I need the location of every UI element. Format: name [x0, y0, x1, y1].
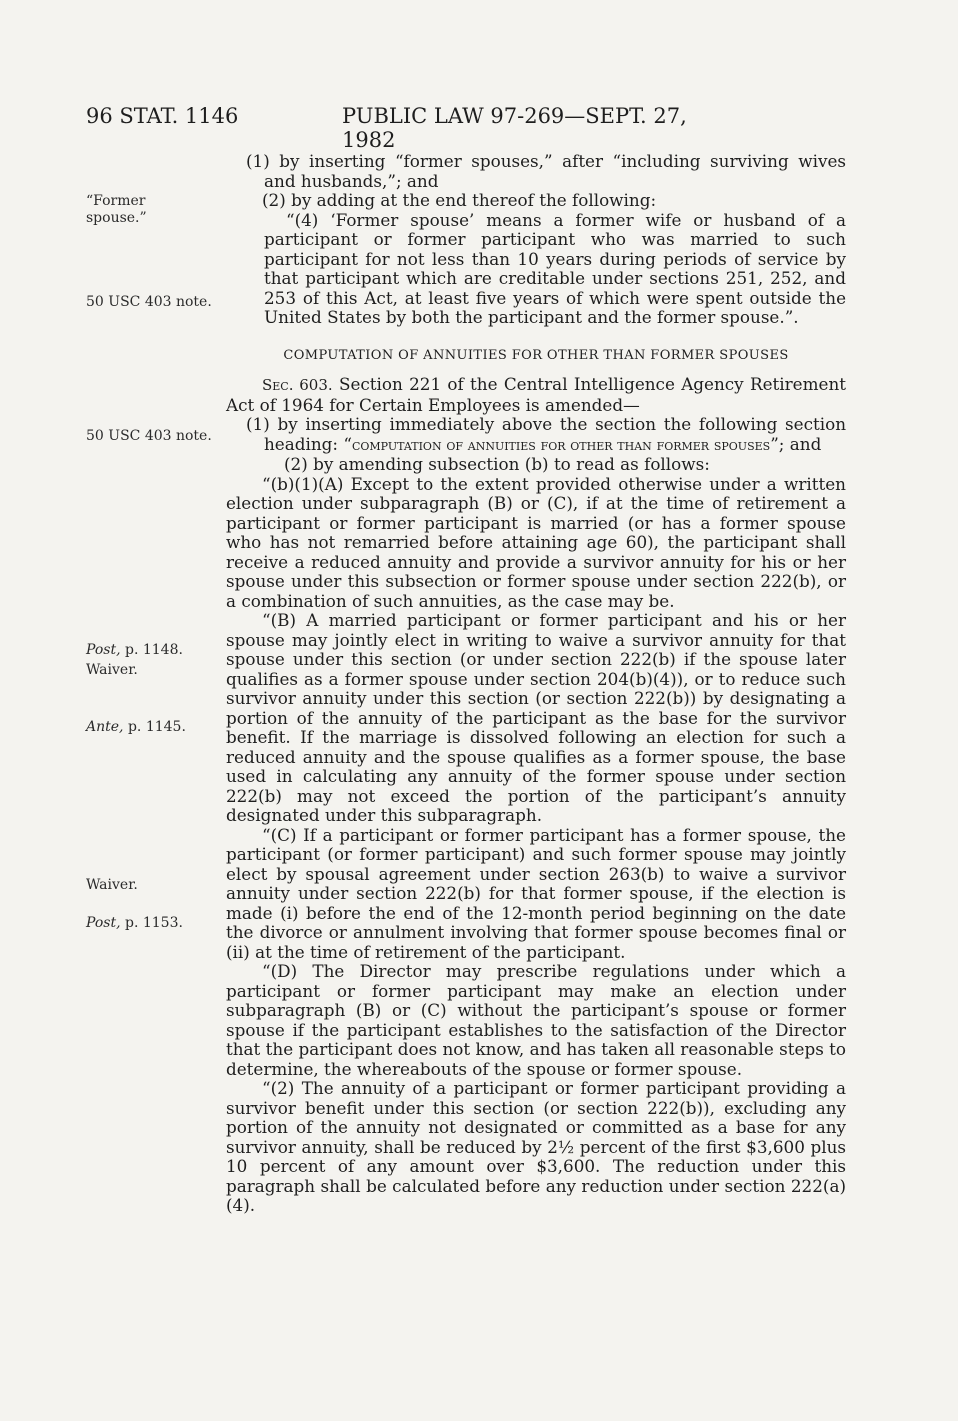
public-law-title: PUBLIC LAW 97-269—SEPT. 27, 1982: [342, 104, 687, 152]
clause-1: (1) by inserting “former spouses,” after “including surviving wives and husbands,”; and: [246, 151, 846, 191]
margin-note-ante-1145: Ante, p. 1145.: [86, 719, 186, 735]
margin-note-usc-2: 50 USC 403 note.: [86, 428, 212, 444]
subparagraph-b1a: “(b)(1)(A) Except to the extent provided otherwise under a written election under subparagraph (B) or (C), if at the time of retirement a participant or former participant is married (or has a former spouse who has not remarried before attaining age 60), the participant shall receive a reduced annuity and provide a survivor annuity for his or her spouse under this subsection or former spouse under section 222(b), or a combination of such annuities, as the case may be.: [226, 473, 846, 611]
section-heading: COMPUTATION OF ANNUITIES FOR OTHER THAN FORMER SPOUSES: [283, 347, 789, 363]
page-header: [86, 104, 736, 152]
clause-2: (2) by adding at the end thereof the following:: [262, 190, 657, 210]
margin-note-post-1148: Post, p. 1148.: [86, 642, 183, 658]
margin-note-waiver-1: Waiver.: [86, 662, 138, 678]
subparagraph-d: “(D) The Director may prescribe regulations under which a participant or former participant may make an election under subparagraph (B) or (C) without the participant’s spouse or former spouse if the participant establishes to the satisfaction of the Director that the participant does not know, and has taken all reasonable steps to determine, the whereabouts of the spouse or former spouse.: [226, 961, 846, 1079]
stat-reference: 96 STAT. 1146: [86, 104, 239, 128]
subparagraph-c: “(C) If a participant or former participant has a former spouse, the participant (or former participant) and such former spouse may jointly elect by spousal agreement under section 263(b) to waive a survivor annuity under section 222(b) for that former spouse, if the election is made (i) before the end of the 12-month period beginning on the date the divorce or annulment involving that former spouse becomes final or (ii) at the time of retirement of the participant.: [226, 824, 846, 962]
clause-603-1: (1) by inserting immediately above the section the following section heading: “computation of annuities for other than former spouses”; and: [246, 414, 846, 454]
subparagraph-b: “(B) A married participant or former participant and his or her spouse may jointly elect in writing to waive a survivor annuity for that spouse under this section (or under section 222(b) if the spouse later qualifies as a former spouse under section 204(b)(4)), or to reduce such survivor annuity under this section (or section 222(b)) by designating a portion of the annuity of the participant as the base for the survivor benefit. If the marriage is dissolved following an election for such a reduced annuity and the spouse qualifies as a former spouse, the base used in calculating any annuity of the former spouse under section 222(b) may not exceed the portion of the participant’s annuity designated under this subparagraph.: [226, 610, 846, 825]
definition-former-spouse: “(4) ‘Former spouse’ means a former wife or husband of a participant or former participant who was married to such participant for not less than 10 years during periods of service by that participant which are creditable under sections 251, 252, and 253 of this Act, at least five years of which were spent outside the United States by both the participant and the former spouse.”.: [264, 209, 846, 327]
margin-note-post-1153: Post, p. 1153.: [86, 915, 183, 931]
margin-note-waiver-2: Waiver.: [86, 877, 138, 893]
section-603: Sec. 603. Section 221 of the Central Intelligence Agency Retirement Act of 1964 for Certain Employees is amended—: [226, 374, 846, 415]
clause-603-2: (2) by amending subsection (b) to read as follows:: [284, 454, 710, 474]
margin-note-former-spouse: “Former spouse.”: [86, 193, 147, 226]
section-label: Sec. 603.: [262, 376, 333, 394]
paragraph-2: “(2) The annuity of a participant or former participant providing a survivor benefit under this section (or section 222(b)), excluding any portion of the annuity not designated or committed as a base for any survivor annuity, shall be reduced by 2½ percent of the first $3,600 plus 10 percent of any amount over $3,600. The reduction under this paragraph shall be calculated before any reduction under section 222(a)(4).: [226, 1078, 846, 1215]
document-body: [226, 152, 846, 1216]
margin-note-usc-1: 50 USC 403 note.: [86, 294, 212, 310]
